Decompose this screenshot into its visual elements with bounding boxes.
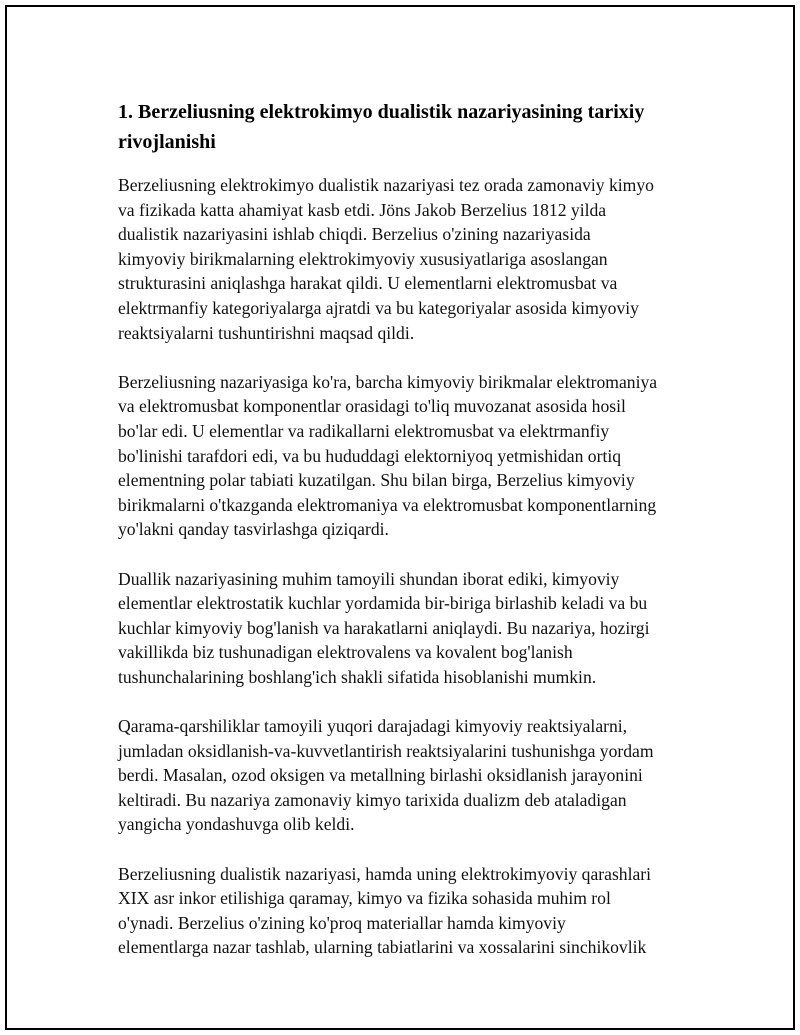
paragraph-4: Qarama-qarshiliklar tamoyili yuqori darajadagi kimyoviy reaktsiyalarni, jumladan oksidlanish-va-kuvvetlantirish reaktsiyalarini tushunishga yordam berdi. Masalan, ozod oksigen va metallning birlashi oksidlanish jarayonini keltiradi. Bu nazariya zamonaviy kimyo tarixida dualizm deb ataladigan yangicha yondashuvga olib keldi. bbox=[118, 716, 654, 835]
page-frame bbox=[5, 5, 795, 1030]
paragraph-2: Berzeliusning nazariyasiga ko'ra, barcha kimyoviy birikmalar elektromaniya va elektromusbat komponentlar orasidagi to'liq muvozanat asosida hosil bo'lar edi. U elementlar va radikallarni elektromusbat va elektrmanfiy bo'linishi tarafdori edi, va bu hududdagi elektorniyoq yetmishidan ortiq elementning polar tabiati kuzatilgan. Shu bilan birga, Berzelius kimyoviy birikmalarni o'tkazganda elektromaniya va elektromusbat komponentlarning yo'lakni qanday tasvirlashga qiziqardi. bbox=[118, 371, 658, 540]
document-body bbox=[118, 97, 698, 985]
paragraph-3: Duallik nazariyasining muhim tamoyili shundan iborat ediki, kimyoviy elementlar elektrostatik kuchlar yordamida bir-biriga birlashib keladi va bu kuchlar kimyoviy bog'lanish va harakatlarni aniqlaydi. Bu nazariya, hozirgi vakillikda biz tushunadigan elektrovalens va kovalent bog'lanish tushunchalarining boshlang'ich shakli sifatida hisoblanishi mumkin. bbox=[118, 568, 650, 687]
paragraph-1: Berzeliusning elektrokimyo dualistik nazariyasi tez orada zamonaviy kimyo va fizikada katta ahamiyat kasb etdi. Jöns Jakob Berzelius 1812 yilda dualistik nazariyasini ishlab chiqdi. Berzelius o'zining nazariyasida kimyoviy birikmalarning elektrokimyoviy xususiyatlariga asoslangan strukturasini aniqlashga harakat qildi. U elementlarni elektromusbat va elektrmanfiy kategoriyalarga ajratdi va bu kategoriyalar asosida kimyoviy reaktsiyalarni tushuntirishni maqsad qildi. bbox=[118, 175, 654, 343]
paragraph-5: Berzeliusning dualistik nazariyasi, hamda uning elektrokimyoviy qarashlari XIX asr inkor etilishiga qaramay, kimyo va fizika sohasida muhim rol o'ynadi. Berzelius o'zining ko'proq materiallar hamda kimyoviy elementlarga nazar tashlab, ularning tabiatlarini va xossalarini sinchikovlik bbox=[118, 863, 652, 958]
section-heading: 1. Berzeliusning elektrokimyo dualistik nazariyasining tarixiy rivojlanishi bbox=[118, 101, 645, 153]
